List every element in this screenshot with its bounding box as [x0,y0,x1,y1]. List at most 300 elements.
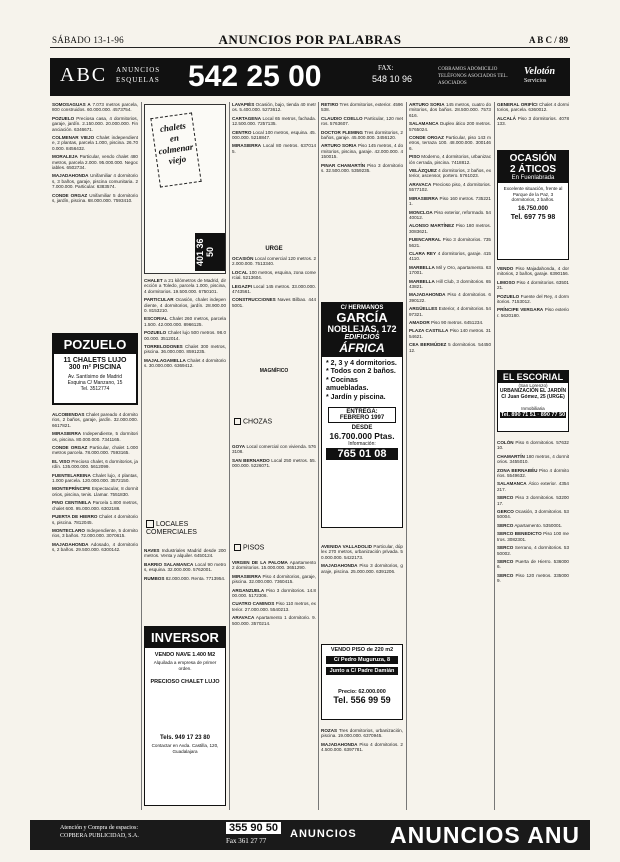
locales-section [146,520,226,540]
classified-ad-text: Chalet pareado 4 dormitorios, 2 baños, garaje, jardín. 32.000.000. 6617821. [52,412,138,428]
classified-ad-text: Apartamento 2 dormitorios. 15.000.000. 3651290. [232,560,316,571]
classified-ad-text: Naves Bilbao. 4445001. [232,297,316,308]
section-bullet-icon [234,418,241,425]
classified-ad [232,601,316,612]
classified-ad-keyword: CONDE ORGAZ [52,445,88,451]
classified-ad-text: Local 65 metros, fachada. 12.500.000. 7257135. [232,115,316,127]
classified-ad-keyword: SAN BERNARDO [232,457,270,463]
classified-ad-text: Piso 90 metros. 6451234. [429,320,484,325]
classified-ad [52,528,138,539]
classified-ad-keyword: ZONA BERNABÉU [497,467,538,473]
pedro-ad-l5: Tel. 556 99 59 [333,695,391,705]
classified-ad-keyword: MAJALAGAMELLA [144,357,186,363]
ocasion-ad-l5: 16.750.000 [517,205,549,212]
classified-ad-text: Adosado, 4 dormitorios, 2 baños. 29.500.000. 6300142. [52,541,138,553]
column-1b [52,412,138,810]
header-date: SÁBADO 13-1-96 [52,35,124,45]
classified-ad-text: a 21 kilómetros de Madrid, dirección a Toledo, parcela 1.000, piscina, 4 dormitorios. 19.500.000. 6750101. [144,278,226,294]
column-6c [497,440,569,810]
classified-ad-text: Tres dormitorios, 2 baños, garaje. 45.000.000. 3456120. [321,129,403,141]
classified-ad [52,514,138,525]
escorial-ad-sub: (San Lorenzo) [518,383,548,388]
classified-ad-keyword: BARRIO SALAMANCA [144,561,194,567]
classified-ad [52,412,138,428]
locales-label: LOCALES COMERCIALES [146,520,197,536]
pedro-ad-l2: C/ Pedro Muguruza, 8 [326,656,398,664]
classified-ad-text: Chalet 4 dormitorios. 30.000.000. 6369412. [144,357,226,369]
classified-ad [232,256,316,267]
classified-ad [52,473,138,484]
section-bullet-icon [146,520,154,528]
classified-ad-text: Precioso chalet, 6 dormitorios, jardín. 135.000.000. 5612099. [52,458,138,470]
inversor-ad-l1: VENDO NAVE 1.400 M2 [154,652,216,658]
classified-ad-keyword: SERCO BENEDICTO [497,531,542,537]
urge-label: URGE [265,246,283,252]
classified-ad [497,266,569,277]
classified-ad-keyword: MAJADAHONDA [409,292,446,298]
classified-ad [144,297,226,313]
classified-ad-keyword: AMADOR [409,320,430,325]
classified-ad [144,344,226,355]
classified-ad [409,251,491,262]
garcia-ad-l1: C/ HERMANOS [340,305,384,311]
section-bullet-icon [234,544,241,551]
pedro-ad-l1: VENDO PISO de 220 m2 [330,647,394,653]
classified-ad-text: Unifamiliar 5 dormitorios, jardín, piscina. 68.000.000. 7593410. [52,192,138,204]
classified-ad [497,531,569,542]
banner-phone: 542 25 00 [188,60,322,93]
classified-ad [497,523,569,528]
classified-ad-keyword: CHALET [144,278,163,283]
classified-ad-text: Chalet 300 metros, piscina. 36.000.000. 8591235. [144,344,226,355]
escorial-ad-l2: C/ Juan Gómez, 25 (URGE) [501,394,565,400]
classified-ad-keyword: MORALEJA [52,154,78,160]
escorial-ad-title: EL ESCORIAL [498,371,568,383]
classified-ad-keyword: EL VISO [52,458,71,464]
classified-ad-keyword: MAJADAHONDA [321,563,358,569]
classified-ad-text: Piso 4 dormitorios. 5549632. [497,467,569,479]
ocasion-ad [497,150,569,260]
escorial-ad-l4: Tel. 890 71 51 · 890 77 50 [500,412,566,418]
classified-ad-keyword: ESCORIAL [144,316,168,322]
classified-ad [144,548,226,559]
column-3b [232,256,316,366]
classified-ad-keyword: CONDE ORGAZ [52,192,88,198]
classified-ad-text: Piso 3 dormitorios, garaje, piscina. 25.000.000. 6391206. [321,563,403,574]
classified-ad-text: Piso 160 metros. 7352211. [409,195,491,207]
classified-ad-keyword: MIRASIERRA [52,431,82,437]
colmenar-ad-l1: chalets [159,120,187,134]
classified-ad-keyword: LAVAPIÉS [232,102,255,107]
classified-ad-text: 100 metros, esquina, zona comercial. 5213604. [232,269,316,281]
classified-ad-keyword: SERCO [497,545,514,551]
classified-ad [232,102,316,113]
garcia-ad [321,302,403,528]
classified-ad-text: Mil y Oro, apartamento. 6317001. [409,264,491,276]
classified-ad [497,454,569,465]
classified-ad-keyword: MARBELLA [409,264,435,270]
classified-ad [232,444,316,455]
classified-ad-keyword: CONDE ORGAZ [409,135,444,141]
classified-ad [52,431,138,442]
classified-ad-keyword: PARTICULAR [144,297,174,303]
classified-ad-text: Chalet 4 dormitorios, parcela. 6360012. [497,102,569,113]
colmenar-ad-l2: en [169,132,180,144]
classified-ad-keyword: ALCOBENDAS [52,412,85,417]
classified-ad-keyword: PISO [409,154,420,160]
classified-ad-text: Apartamento. 5350001. [513,522,563,528]
classified-ad-keyword: VENDO [497,266,514,271]
classified-ad-text: Local 90 metros, esquina. 32.000.000. 5762001. [144,561,226,573]
magnifico-label: MAGNÍFICO [259,368,289,374]
classified-ad-text: Piso 3 dormitorios. 4078133. [497,115,569,127]
classified-ad-keyword: PINO CENTINELA [52,500,92,506]
classified-ad-text: Piso 4 dormitorios. 24.500.000. 6397781. [321,741,403,753]
classified-ad [409,210,491,221]
classified-ad-keyword: ARAVACA [232,615,255,621]
pisos-label: PISOS [242,544,265,552]
banner-sub-line1: ANUNCIOS [116,66,161,74]
classified-ad-text: Piso exterior, reformado. 5440012. [409,209,491,220]
classified-ad [409,320,491,325]
classified-ad-keyword: CUATRO CAMINOS [232,601,275,607]
pozuelo-ad-line3: Av. Santísimo de Madrid [67,374,122,380]
inversor-ad-l4: Tels. 949 17 23 80 [160,735,210,742]
column-4b [321,544,403,644]
banner-sub [116,65,160,85]
classified-ad-keyword: CLAUDIO COELLO [321,115,363,121]
colmenar-ad-side [201,119,223,219]
classified-ad [321,742,403,753]
classified-ad [497,559,569,570]
pozuelo-ad [52,333,138,405]
classified-ad [232,143,316,154]
column-5 [409,102,491,810]
column-2 [144,278,226,508]
classified-ad [321,163,403,174]
classified-ad-keyword: VIRGEN DE LA PALOMA [232,560,288,565]
classified-ad [52,173,138,189]
banner-sub-line2: ESQUELAS [116,76,160,84]
classified-ad-text: Piso 120 metros. 3350009. [497,572,569,584]
classified-ad [497,102,569,113]
classified-ad [321,116,403,127]
classified-ad-keyword: MARBELLA [409,278,435,284]
classified-ad-keyword: SERCO [497,572,514,578]
classified-ad-text: Exterior, 4 dormitorios. 5497321. [409,306,491,317]
classified-ad-keyword: SALAMANCA [409,121,439,127]
classified-ad [321,728,403,739]
garcia-ad-entrega [328,407,396,423]
classified-ad-text: 4 dormitorios, 2 baños, exterior, ascensor, portero. 5761023. [409,168,491,179]
classified-ad-keyword: SOMOSAGUAS A [52,102,91,107]
pedro-ad-l3: Junto a C/ Padre Damián [326,667,398,675]
colmenar-ad-l4: viejo [168,153,187,167]
garcia-ad-price: 16.700.000 Ptas. [329,431,395,442]
classified-ad-text: 4 dormitorios, garaje. 4154110. [409,250,491,262]
classified-ad-keyword: GENERAL ORIFÍCI [497,102,538,107]
classified-ad [321,143,403,159]
classified-ad-text: 180 metros, 4 dormitorios. 3455010. [497,453,569,465]
classified-ad [409,292,491,303]
classified-ad-keyword: PRÍNCIPE VERGARA [497,307,544,313]
footer-l2: COPBERA PUBLICIDAD, S.A. [60,833,139,839]
classified-ad-text: Ocasión, bajo, tienda 40 metros. 5.400.000. 5273612. [232,102,316,113]
pozuelo-ad-title: POZUELO [54,335,136,354]
page-footer [30,820,590,850]
classified-ad [52,135,138,151]
classified-ad [409,279,491,290]
column-6 [497,102,569,146]
classified-ad-text: Independiente, 5 dormitorios, 3 baños. 72.000.000. 3070615. [52,527,138,539]
classified-ad-text: Ocasión, chalet independiente, 4 dormitorios, jardín. 28.900.000. 8153210. [144,297,226,314]
classified-ad-text: Piso 4 dormitorios. 6350121. [497,279,569,291]
classified-ad-keyword: POZUELO [52,115,75,121]
classified-ad [497,440,569,451]
classified-ad-text: Chalet lujo, 4 plantas, 1.000 parcela. 120.000.000. 3572150. [52,472,138,484]
garcia-ad-bullet: * 2, 3 y 4 dormitorios. [326,360,397,367]
classified-ad-keyword: MIRASIERRA [232,573,262,579]
classified-ad [409,196,491,207]
classified-ad [144,278,226,294]
banner-velo: Velotón [524,66,556,77]
classified-ad-text: Piso 4 dormitorios. 6390122. [409,292,491,303]
inversor-ad-l5: Contactar en Avda. Castilla, 120, Guadalajara [151,743,219,754]
pozuelo-ad-line4: Esquina C/ Manzano, 15 [67,380,123,386]
footer-contact [60,824,139,840]
garcia-ad-info: Información: [348,441,376,448]
classified-ad-keyword: MAJADAHONDA [52,173,89,179]
classified-ad-text: Piso 3 dormitorios. 32.500.000. 5359235. [321,162,403,174]
column-rule [406,102,407,810]
classified-ad [321,102,403,113]
garcia-ad-desde: DESDE [351,425,373,432]
classified-ad-text: Chalet 260 metros, parcela 1.500. 42.000.000. 8966125. [144,316,226,327]
inversor-ad [144,626,226,806]
classified-ad-text: 145 metros, cuatro dormitorios, dos baños. 28.500.000. 7573616. [409,102,491,118]
classified-ad-keyword: CARTAGENA [232,115,262,121]
classified-ad [232,297,316,308]
classified-ad [52,116,138,132]
classified-ad [497,294,569,305]
classified-ad [232,116,316,127]
classified-ad-keyword: MONTECLARO [52,527,85,533]
classified-ad-keyword: CONSTRUCCIONES [232,297,276,303]
classified-ad [497,509,569,520]
classified-ad [232,130,316,141]
classified-ad-keyword: LOCAL [232,269,248,275]
classified-ad-text: Particular, vendo chalet 480 metros, parcela 2.000. 95.000.000. Negociables. 6502734. [52,154,138,171]
classified-ad-keyword: MAJADAHONDA [52,541,89,547]
escorial-ad-l1: URBANIZACIÓN EL JARDÍN [499,388,567,394]
classified-ad-text: Independiente, 5 dormitorios, piscina. 80.000.000. 7341165. [52,431,138,442]
abc-banner [50,58,570,96]
banner-fax: 548 10 96 [372,74,413,84]
classified-ad-keyword: GOYA [232,444,246,449]
classified-ad-keyword: OCASIÓN [232,256,254,261]
classified-ad [232,574,316,585]
classified-ad-text: Piso 110 metros, exterior. 27.000.000. 5540213. [232,601,316,612]
chozas-label: CHOZAS [242,418,273,426]
classified-ad [409,265,491,276]
footer-phone: 355 90 50 [226,822,281,834]
column-4c [321,728,403,810]
classified-ad-text: Piso 6 dormitorios. 5763210. [497,440,569,451]
classified-ad-keyword: CENTRO [232,129,252,135]
classified-ad-keyword: NAVES [144,548,160,553]
classified-ad [52,154,138,170]
classified-ad [232,284,316,295]
garcia-ad-entrega1: ENTREGA: [346,409,378,416]
classified-ad-text: Serrano, 4 dormitorios. 5350002. [497,545,569,556]
classified-ad-keyword: PINAR CHAMARTÍN [321,162,366,168]
classified-ad [321,563,403,574]
classified-ad [497,545,569,556]
garcia-ad-phone: 765 01 08 [326,448,398,460]
classified-ad-keyword: COLÓN [497,440,514,445]
classified-ad-keyword: SERCO [497,558,514,564]
banner-fax-label: FAX: [378,64,394,72]
classified-ad-keyword: SERCO [497,522,514,528]
ocasion-ad-phone: Tel. 697 75 98 [510,213,556,221]
classified-ad [409,135,491,151]
classified-ad-text: 5 dormitorios. 5445012. [409,342,491,353]
classified-ad-keyword: COLMENAR VIEJO [52,135,95,141]
classified-ad [409,154,491,165]
classified-ad-text: Tres dormitorios, urbanización, piscina. 19.000.000. 6370945. [321,728,403,739]
classified-ad-keyword: TORRELODONES [144,344,183,350]
column-rule [318,102,319,810]
garcia-ad-l5: ÁFRICA [339,341,385,355]
escorial-ad-l3: Inmobiliaria [521,406,545,411]
classified-ad-keyword: RETIRO [321,102,339,107]
classified-ad-text: Particular, dúplex 270 metros, urbanización privada. 50.000.000. 5422173. [321,544,403,560]
pozuelo-ad-line1: 11 CHALETS LUJO [63,357,127,364]
classified-ad-keyword: FUENCARRAL [409,237,441,243]
classified-ad-text: Piso 4 dormitorios, garaje, piscina. 32.000.000. 7360415. [232,573,316,585]
banner-small-text: COBRAMOS ADOMICILIO TELÉFONOS ASOCIADOS TEL. ASOCIADOS [438,67,508,86]
classified-ad-text: Piso 180 metros. 3083621. [409,223,491,234]
classified-ad-text: Espectacular, 8 dormitorios, piscina, tenis. Llamar. 7551830. [52,486,138,497]
classified-ad [232,615,316,626]
banner-brand: ABC [60,64,108,86]
classified-ad-keyword: MIRASIERRA [409,195,439,201]
classified-ad [497,468,569,479]
classified-ad-text: Tres dormitorios, exterior. 4596538. [321,102,403,113]
classified-ad [409,168,491,179]
classified-ad [144,576,226,581]
classified-ad-keyword: VELÁZQUEZ [409,168,437,174]
classified-ad-keyword: ARGÜELLES [409,306,438,312]
page-header [50,34,570,48]
classified-ad [232,588,316,599]
classified-ad [409,342,491,353]
classified-ad-text: Chalet lujo 500 metros. 98.000.000. 3512014. [144,330,226,341]
column-2b [144,548,226,618]
classified-ad-text: Local 80 metros. 6370145. [232,143,316,154]
classified-ad [409,121,491,132]
classified-ad [409,102,491,118]
classified-ad-text: 82.000.000. Renta. 7713954. [164,575,226,581]
classified-ad [144,330,226,341]
garcia-ad-bullets [322,357,402,405]
pozuelo-ad-line5: Tel. 3512774 [80,386,110,392]
banner-velo-sub: Servicios [524,78,547,84]
classified-ad-text: Duplex ático 200 metros. 5765024. [409,121,491,132]
classified-ad-keyword: RUMBOS [144,575,165,581]
classified-ad-keyword: SERCO [497,495,514,501]
classified-ad [52,500,138,511]
classified-ad [497,116,569,127]
colmenar-ad [144,104,226,274]
classified-ad-keyword: MAJADAHONDA [321,741,358,747]
garcia-ad-l2: GARCÍA [336,310,388,325]
classified-ad-text: Local comercial con vivienda. 5763108. [232,444,316,455]
classified-ad-text: Unifamiliar 4 dormitorios, 3 baños, garaje, piscina comunitaria. 27.000.000. Particular. 6383574. [52,173,138,190]
classified-ad [497,573,569,584]
classified-ad-keyword: LEGAZPI [232,283,252,289]
classified-ad [144,562,226,573]
classified-ad [497,280,569,291]
garcia-ad-bullet: * Cocinas amuebladas. [326,376,369,393]
classified-ad-keyword: AVENIDA VALLADOLID [321,544,372,549]
classified-ad-text: Ocasión, 3 dormitorios. 5350004. [497,509,569,520]
pozuelo-ad-line2: 300 m² PISCINA [68,364,122,371]
classified-ad-text: Local 250 metros. 55.000.000. 5226071. [232,457,316,469]
footer-mid-title: ANUNCIOS [290,828,357,840]
ocasion-ad-l2: 2 ÁTICOS [498,164,568,175]
classified-ad [52,193,138,204]
classified-ad [144,358,226,369]
classified-ad-keyword: PLAZA CASTILLA [409,328,449,334]
classified-ad [144,316,226,327]
classified-ad-text: Puerta de Hierro. 5360006. [497,558,569,570]
classified-ad-keyword: ALONSO MARTÍNEZ [409,223,455,229]
classified-ad-text: Hill Club, 3 dormitorios. 6543821. [409,278,491,289]
classified-ad [497,495,569,506]
classified-ad-keyword: POZUELO [497,293,520,299]
colmenar-ad-l3: colmenar [157,141,194,157]
classified-ad-keyword: POZUELO [144,330,167,336]
ocasion-ad-l3: En Fuenlabrada [498,175,568,183]
classified-ad [409,306,491,317]
pisos-section [234,544,314,551]
classified-ad-keyword: DOCTOR FLEMING [321,129,363,135]
classified-ad-text: Ático exterior. 4354217. [497,481,569,492]
pedro-ad-l4: Precio: 62.000.000 [338,689,386,695]
classified-ad-text: 7.073 metros parcela, 800 construidos. 60.000.000. 4573754. [52,102,138,113]
classified-ad-keyword: MONCLOA [409,209,433,215]
classified-ad [321,544,403,560]
classified-ad-text: Particular, piso 143 metros, terraza 100. 48.000.000. 3001466. [409,135,491,151]
garcia-ad-bullet: * Todos con 2 baños. [326,368,396,376]
classified-ad-text: Precioso piso, 4 dormitorios. 5577102. [409,181,491,193]
classified-ad-text: Piso Majadahonda, 4 dormitorios, 2 baños, garaje. 6390156. [497,266,569,277]
colmenar-ad-stamp [150,112,201,187]
garcia-ad-bullet: * Jardín y piscina. [326,393,386,401]
classified-ad-keyword: PUERTA DE HIERRO [52,514,98,520]
classified-ad-text: Particular, chalet 1.000 metros parcela. 78.000.000. 7593165. [52,445,138,456]
classified-ad-text: Piso 3 dormitorios. 14.800.000. 5172306. [232,587,316,599]
header-page-number: A B C / 89 [528,35,568,45]
classified-ad-keyword: MONTEPRÍNCIPE [52,486,91,492]
escorial-ad [497,370,569,432]
classified-ad-text: Local 100 metros, esquina. 45.000.000. 5218847. [232,129,316,141]
column-4 [321,102,403,298]
inversor-ad-l2: Alquilada a empresa de primer orden. [153,660,217,671]
garcia-ad-l3: NOBLEJAS, 172 [327,324,397,334]
classified-ad-text: Preciosa casa, 4 dormitorios, garaje, jardín. 2.150.000. 20.000.000. Financiación. 6346671. [52,115,138,132]
